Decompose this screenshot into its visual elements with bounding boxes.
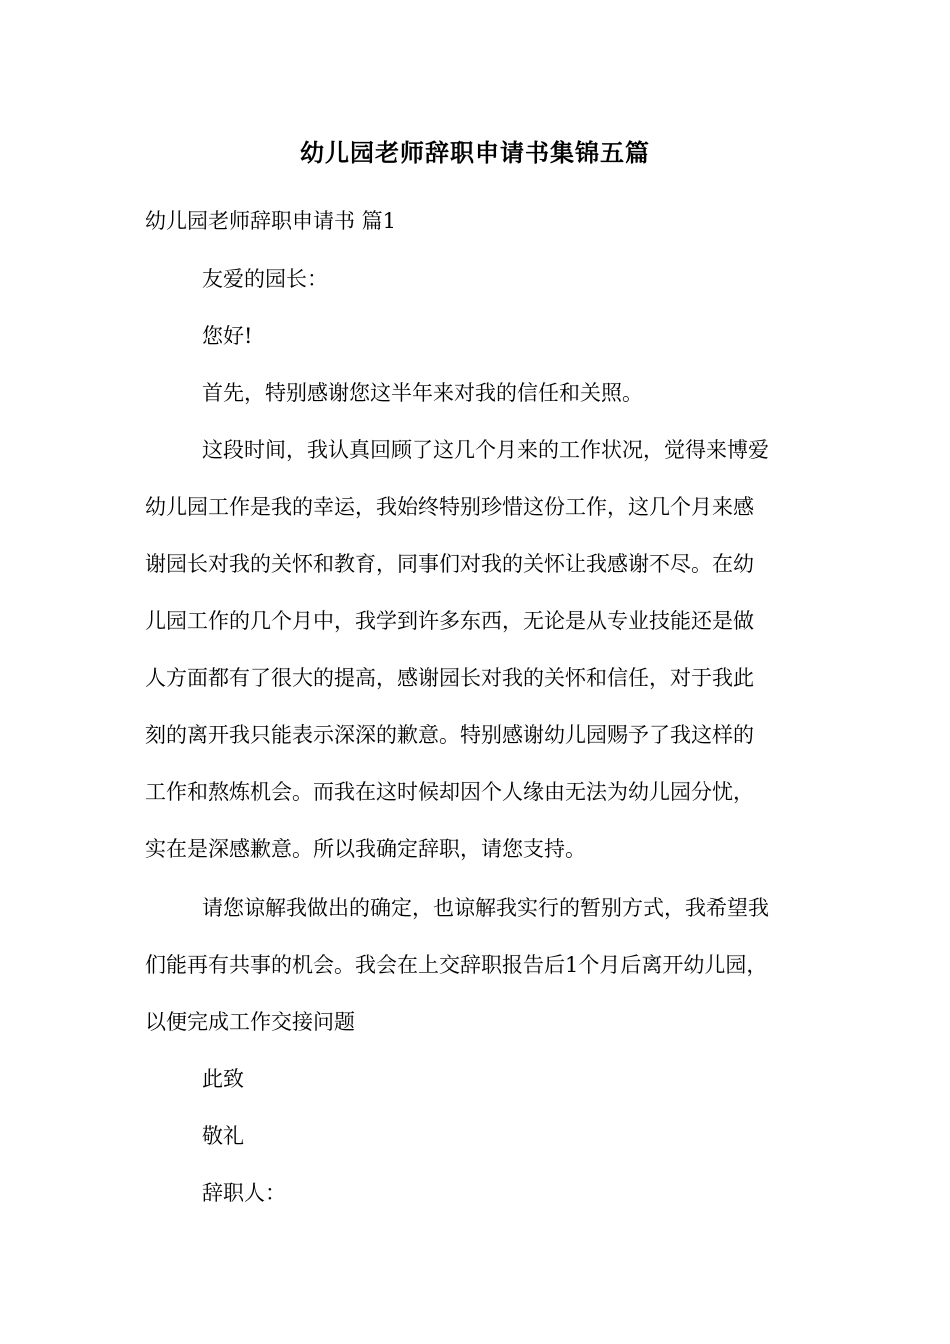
closing-line-1: 此致 bbox=[202, 1067, 244, 1091]
paragraph-3-line: 以便完成工作交接问题 bbox=[145, 1010, 355, 1034]
paragraph-2-line: 幼儿园工作是我的幸运，我始终特别珍惜这份工作，这几个月来感 bbox=[145, 495, 754, 519]
document-title: 幼儿园老师辞职申请书集锦五篇 bbox=[300, 138, 650, 167]
salutation: 友爱的园长： bbox=[202, 267, 328, 291]
paragraph-2-line: 谢园长对我的关怀和教育，同事们对我的关怀让我感谢不尽。在幼 bbox=[145, 552, 754, 576]
paragraph-3-line: 请您谅解我做出的确定，也谅解我实行的暂别方式，我希望我 bbox=[202, 896, 769, 920]
paragraph-2-line: 人方面都有了很大的提高，感谢园长对我的关怀和信任，对于我此 bbox=[145, 666, 754, 690]
paragraph-2-line: 儿园工作的几个月中，我学到许多东西，无论是从专业技能还是做 bbox=[145, 609, 754, 633]
greeting: 您好! bbox=[202, 324, 253, 348]
closing-line-2: 敬礼 bbox=[202, 1124, 244, 1148]
paragraph-1: 首先，特别感谢您这半年来对我的信任和关照。 bbox=[202, 381, 643, 405]
paragraph-2-line: 这段时间，我认真回顾了这几个月来的工作状况，觉得来博爱 bbox=[202, 438, 769, 462]
signature-label: 辞职人： bbox=[202, 1181, 286, 1205]
paragraph-2-line: 刻的离开我只能表示深深的歉意。特别感谢幼儿园赐予了我这样的 bbox=[145, 723, 754, 747]
section-heading: 幼儿园老师辞职申请书 篇1 bbox=[145, 209, 397, 233]
paragraph-3-line: 们能再有共事的机会。我会在上交辞职报告后1个月后离开幼儿园， bbox=[145, 953, 768, 977]
paragraph-2-line: 实在是深感歉意。所以我确定辞职，请您支持。 bbox=[145, 837, 586, 861]
paragraph-2-line: 工作和熬炼机会。而我在这时候却因个人缘由无法为幼儿园分忧， bbox=[145, 780, 754, 804]
